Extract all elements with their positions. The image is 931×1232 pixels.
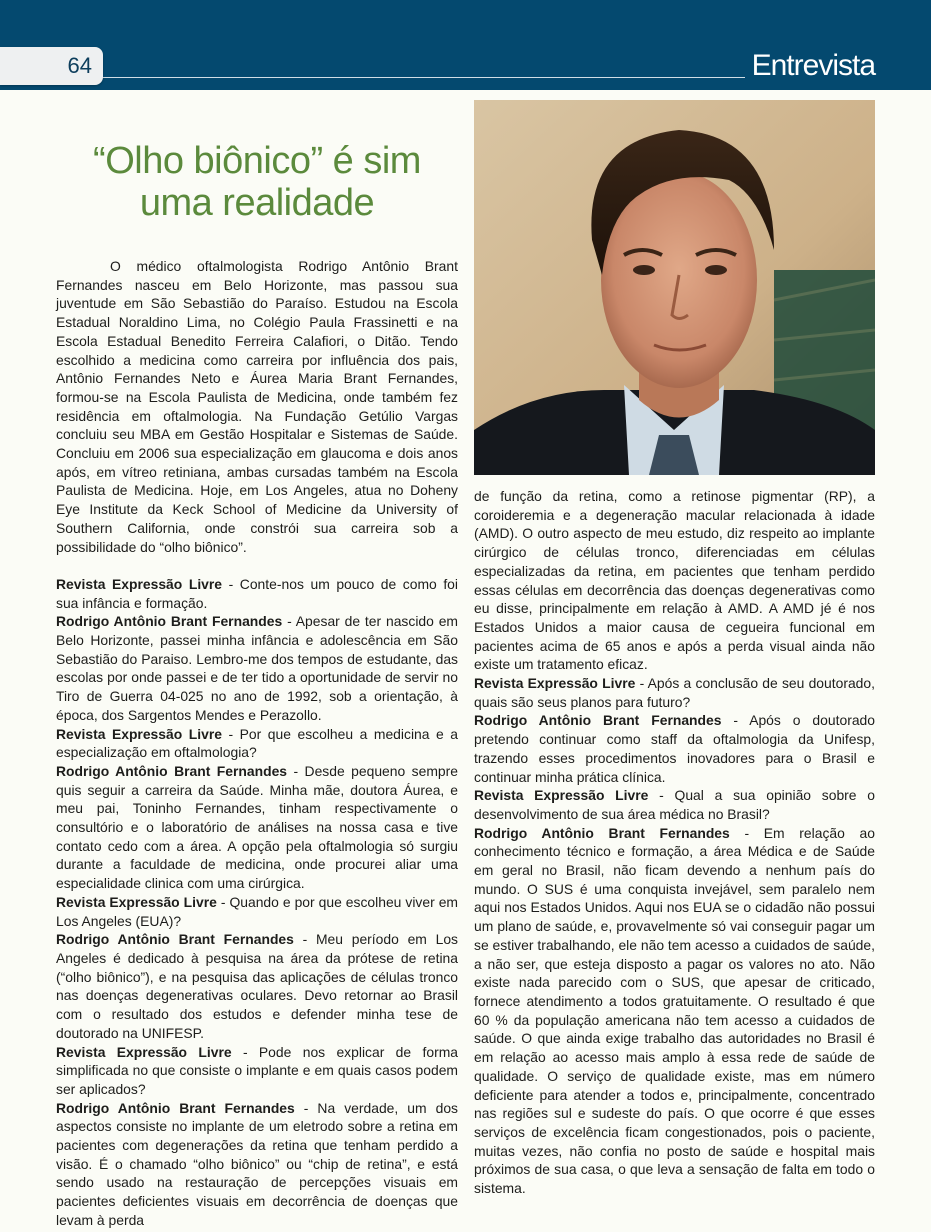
qa-paragraph (474, 674, 875, 711)
speaker-name: Revista Expressão Livre (474, 675, 636, 692)
qa-text: - Desde pequeno sempre quis seguir a carreira da Saúde. Minha mãe, doutora Áurea, e meu pai, Toninho Fernandes, tinham respectivamente o consultório e o laboratório de análises na nossa casa e tive contato cedo com a área. A opção pela oftalmologia só surgiu durante a faculdade de medicina, onde procurei aliar uma especialidade clinica com uma cirúrgica. (56, 762, 458, 892)
header-divider (100, 77, 745, 78)
speaker-name: Rodrigo Antônio Brant Fernandes (56, 931, 294, 948)
portrait-illustration (474, 100, 875, 475)
qa-paragraph (56, 762, 458, 893)
article-intro: O médico oftalmologista Rodrigo Antônio Brant Fernandes nasceu em Belo Horizonte, mas passou sua juventude em São Sebastião do Paraíso. Estudou na Escola Estadual Noraldino Lima, no Colégio Paula Frassinetti e na Escola Estadual Benedito Ferreira Calafiori, o Ditão. Tendo escolhido a medicina como carreira por influência dos pais, Antônio Fernandes Neto e Áurea Maria Brant Fernandes, formou-se na Escola Paulista de Medicina, onde também fez residência em oftalmologia. Na Fundação Getúlio Vargas concluiu seu MBA em Gestão Hospitalar e Sistemas de Saúde. Concluiu em 2006 sua especialização em glaucoma e dois anos após, em vítreo retiniana, ambas cursadas também na Escola Paulista de Medicina. Hoje, em Los Angeles, atua no Doheny Eye Institute da Keck School of Medicine da University of Southern California, onde constrói sua carreira sob a possibilidade do “olho biônico”. (56, 258, 458, 555)
qa-text: - Conte-nos um pouco de como foi sua infância e formação. (56, 575, 458, 611)
speaker-name: Rodrigo Antônio Brant Fernandes (56, 762, 288, 779)
speaker-name: Revista Expressão Livre (56, 1043, 232, 1060)
speaker-name: Rodrigo Antônio Brant Fernandes (474, 712, 722, 729)
qa-text: - Meu período em Los Angeles é dedicado à pesquisa na área da prótese de retina (“olho biônico”), e na pesquisa das aplicações de células tronco nas doenças degenerativas oculares. Devo retornar ao Brasil com o resultado dos estudos e defender minha tese de doutorado na UNIFESP. (56, 931, 458, 1041)
qa-paragraph (56, 612, 458, 724)
article-title-line-2: uma realidade (139, 182, 375, 224)
speaker-name: Revista Expressão Livre (56, 575, 223, 592)
portrait-photo (474, 100, 875, 475)
qa-paragraph (56, 575, 458, 612)
qa-text: - Em relação ao conhecimento técnico e formação, a área Médica e de Saúde em geral no Brasil, não ficam devendo a nenhum país do mundo. O SUS é uma conquista invejável, sem paralelo nem aqui nos Estados Unidos. Aqui nos EUA se o cidadão não possui um plano de saúde, e, provavelmente só vai conseguir pagar um se estiver trabalhando, ele não tem acesso a cuidados de saúde, a não ser, que esteja disposto a pagar os valores no ato. Não existe nada parecido com o SUS, que apesar de criticado, fornece atendimento a todos gratuitamente. O resultado é que 60 % da população americana não tem acesso a cuidados de saúde. O que ainda exige trabalho das autoridades no Brasil é em relação ao acesso mais amplo à essa rede de saúde de qualidade. O serviço de qualidade existe, mas em número deficiente para atender a todos e, principalmente, concentrado nas regiões sul e sudeste do país. O que ocorre é que esses serviços de excelência ficam congestionados, pois o paciente, muitas vezes, não confia no posto de saúde e hospital mais próximos de sua casa, o que leva a sensação de falta em todo o sistema. (474, 824, 875, 1197)
qa-text: - Pode nos explicar de forma simplificada no que consiste o implante e em quais casos podem ser aplicados? (56, 1043, 458, 1097)
speaker-name: Revista Expressão Livre (56, 725, 222, 742)
page-number: 64 (67, 53, 92, 78)
speaker-name: Revista Expressão Livre (474, 787, 649, 804)
article-title-line-1: “Olho biônico” é sim (93, 140, 421, 182)
article-continuation: de função da retina, como a retinose pigmentar (RP), a coroideremia e a degeneração macular relacionada à idade (AMD). O outro aspecto de meu estudo, diz respeito ao implante cirúrgico de células tronco, diferenciadas em células especializadas da retina, em pacientes que tenham perdido essas células em decorrência das doenças degenerativas como eu disse, principalmente em relação à AMD. A AMD jé é nos Estados Unidos a maior causa de cegueira funcional em pacientes acima de 65 anos e após a perda visual ainda não existe um tratamento eficaz. (474, 488, 875, 673)
qa-paragraph (56, 725, 458, 762)
speaker-name: Revista Expressão Livre (56, 893, 217, 910)
qa-text: - Quando e por que escolheu viver em Los Angeles (EUA)? (56, 893, 458, 929)
qa-text: - Após o doutorado pretendo continuar como staff da oftalmologia da Unifesp, trazendo esses procedimentos inovadores para o Brasil e continuar minha prática clínica. (474, 712, 875, 785)
speaker-name: Rodrigo Antônio Brant Fernandes (56, 1099, 295, 1116)
qa-paragraph (56, 1099, 458, 1230)
article-title (56, 140, 458, 224)
qa-text: - Na verdade, um dos aspectos consiste no implante de um eletrodo sobre a retina em pacientes com degenerações da retina que tenham perdido a visão. É o chamado “olho biônico” ou “chip de retina”, e está sendo usado na restauração de percepções visuais em pacientes deficientes visuais em decorrência de doenças que levam à perda (56, 1099, 458, 1228)
speaker-name: Rodrigo Antônio Brant Fernandes (474, 824, 730, 841)
article-column-right (474, 487, 875, 1198)
qa-paragraph (474, 711, 875, 786)
speaker-name: Rodrigo Antônio Brant Fernandes (56, 613, 283, 630)
qa-paragraph (474, 786, 875, 823)
qa-text: - Apesar de ter nascido em Belo Horizonte, passei minha infância e adolescência em São Sebastião do Paraiso. Lembro-me dos tempos de estudante, das escolas por onde passei e de ter tido a oportunidade de servir no Tiro de Guerra 04-025 no ano de 1992, sob a orientação, à época, dos Sargentos Mendes e Perazollo. (56, 613, 458, 723)
qa-paragraph (474, 824, 875, 1198)
qa-paragraph (56, 893, 458, 930)
qa-text: - Qual a sua opinião sobre o desenvolvimento de sua área médica no Brasil? (474, 787, 875, 822)
qa-text: - Após a conclusão de seu doutorado, quais são seus planos para futuro? (474, 675, 875, 710)
qa-paragraph (56, 930, 458, 1042)
qa-paragraph (56, 1043, 458, 1099)
section-label: Entrevista (751, 49, 875, 82)
article-column-left (56, 257, 458, 1230)
qa-text: - Por que escolheu a medicina e a especialização em oftalmologia? (56, 725, 458, 761)
